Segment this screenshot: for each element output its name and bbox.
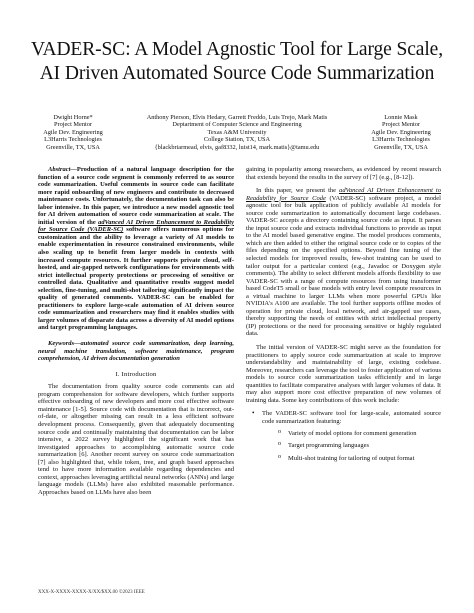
keywords	[38, 340, 234, 363]
circle-bullet-icon: o	[278, 453, 281, 460]
author-line: Greenville, TX, USA	[374, 143, 428, 151]
body-paragraph	[246, 187, 441, 338]
sub-list-item-text: Target programming languages	[288, 442, 370, 450]
author-line: Agile Dev. Engineering	[371, 128, 431, 136]
title-line: AI Driven Automated Source Code Summarization	[39, 63, 435, 84]
abstract-text: software offers numerous options for customization and the ability to leverage a variety of AI models to enable experimentation in resource constrained environments, while also scaling up to benefit from larger models in contexts with increased compute resources. It further supports private cloud, self-hosted, and air-gapped network configurations for environments with strict intellectual property protections or processing of sensitive or controlled data. Qualitative and quantitative results suggest model selection, fine-tuning, and multi-shot tailoring significantly impact the quality of generated comments. VADER-SC can be enabled for practitioners to explore large-scale automation of AI driven source code summarization and researchers may find it enables studies with larger volumes of disparate data across a diversity of AI model options and target programming languages.	[38, 226, 234, 332]
sub-list-item	[262, 442, 441, 450]
body-paragraph: gaining in popularity among researchers, as evidenced by recent research that extends beyond the results in the survey of [7] (e.g., [8-12]).	[246, 166, 441, 181]
keywords-lead: Keywords—	[48, 340, 81, 348]
author-left	[28, 114, 118, 151]
author-middle	[122, 114, 352, 151]
author-line: L3Harris Technologies	[44, 136, 102, 144]
list-item-text: The VADER-SC software tool for large-scale, automated source code summarization featuring:	[262, 410, 441, 425]
author-line: Greenville, TX, USA	[46, 143, 100, 151]
circle-bullet-icon: o	[278, 428, 281, 435]
circle-bullet-icon: o	[278, 441, 281, 448]
author-line: Project Mentor	[54, 121, 92, 129]
sub-list	[262, 430, 441, 463]
author-line: {blackbriarmead, elvis, gaf8332, luist14, mark.matis}@tamu.edu	[154, 143, 320, 151]
section-heading-introduction: I. Introduction	[115, 370, 157, 378]
author-line: Texas A&M University	[207, 128, 267, 136]
abstract-lead: Abstract—	[48, 166, 77, 173]
author-line: Project Mentor	[382, 121, 420, 129]
author-right	[356, 114, 446, 151]
copyright-footer: XXX-X-XXXX-XXXX-X/XX/$XX.00 ©2023 IEEE	[38, 590, 145, 595]
title-line: VADER-SC: A Model Agnostic Tool for Large Scale,	[31, 39, 443, 60]
intro-paragraph: The documentation from quality source code comments can aid program comprehension for software developers, which further supports effective onboarding of new developers and more cost effective software maintenance [1-5]. Source code with documentation that is incorrect, out-of-date, or altogether missing can result in a less efficient software development process. Consequently, given that adequately documenting source code and continually maintaining that documentation can be labor intensive, a 2022 survey highlighted the significant work that has investigated approaches to accomplishing automatic source code summarization [6]. Another recent survey on source code summarization [7] also highlighted that, while token, tree, and graph based approaches tend to have more information available regarding dependencies and context, approaches leveraging artificial neural networks (ANNs) and large language models (LLMs) have also exhibited reasonable performance. Approaches based on LLMs have also been	[38, 383, 234, 496]
author-line: Dwight Horne*	[53, 114, 93, 121]
contribution-list	[246, 410, 441, 462]
sub-list-item-text: Multi-shot training for tailoring of output format	[288, 454, 415, 462]
author-line: Anthony Pierson, Elvis Hedary, Garrett Freddo, Luis Trejo, Mark Matis	[146, 114, 328, 121]
paragraph-text: (VADER-SC) software project, a model agnostic tool for bulk application of publicly available AI models for source code summarization to automatically document large codebases. VADER-SC accepts a directory containing source code as input. It parses the input source code and extracts individual functions to provide as input to the AI model based generative engine. The model produces comments, which are then added to either the original source code or to copies of the files depending on the specified options. Beyond fine tuning of the selected models for improved results, few-shot training can be used to tailor output for a particular context (e.g., Javadoc or Doxygen style comments). The ability to select different models affords flexibility to use VADER-SC with a range of compute resources from using transformer based CodeT5 small or base models with entry level compute resources in a virtual machine to larger LLMs when more powerful GPUs like NVIDIA's A100 are available. The tool further supports offline modes of operation for private cloud, local network, and air-gapped use cases, thereby supporting the needs of entities with strict intellectual property (IP) protections or the need for processing sensitive or highly regulated data.	[246, 194, 441, 338]
sub-list-item	[262, 430, 441, 438]
body-paragraph: The initial version of VADER-SC might serve as the foundation for practitioners to apply source code summarization at scale to improve understandability and maintainability of large, existing codebase. Moreover, researchers can leverage the tool to foster application of various models to source code summarization tasks efficiently and in large quantities to facilitate comparative analyses with larger volumes of data. It may also support more cost effective preparation of new volumes of training data. Some key contributions of this work include:	[246, 344, 441, 404]
list-item	[246, 410, 441, 462]
abstract	[38, 166, 234, 332]
project-name-emphasis: adVanced AI Driven Enhancement to Readability for Source Code	[246, 187, 441, 202]
author-block	[0, 114, 474, 154]
author-line: L3Harris Technologies	[372, 136, 430, 144]
author-line: Deptartment of Computer Science and Engineering	[172, 121, 302, 129]
abstract-text: Production of a natural language description for the function of a source code segment is commonly referred to as source code summarization. Useful comments in source code can facilitate more rapid onboarding of new engineers and contribute to decreased maintenance costs. Unfortunately, the documentation task can also be labor intensive. In this paper, we introduce a new model agnostic tool for AI driven automation of source code summarization at scale. The initial version of the	[38, 166, 234, 226]
left-column	[38, 166, 234, 496]
keywords-text: automated source code summarization, deep learning, neural machine translation, software maintenance, program comprehension, AI driven documentation generation	[38, 340, 234, 363]
right-column	[246, 166, 441, 467]
sub-list-item	[262, 455, 441, 463]
author-line: College Station, TX, USA	[203, 136, 271, 144]
bullet-icon: •	[252, 409, 255, 418]
paper-title	[20, 38, 454, 86]
author-line: Agile Dev. Engineering	[43, 128, 103, 136]
abstract-emphasis: adVanced AI Driven Enhancement to Readability for Source Code (VADER-SC)	[38, 218, 234, 234]
author-line: Lonnie Mask	[384, 114, 418, 121]
sub-list-item-text: Variety of model options for comment generation	[288, 429, 417, 437]
paragraph-text: In this paper, we present the	[256, 187, 340, 195]
